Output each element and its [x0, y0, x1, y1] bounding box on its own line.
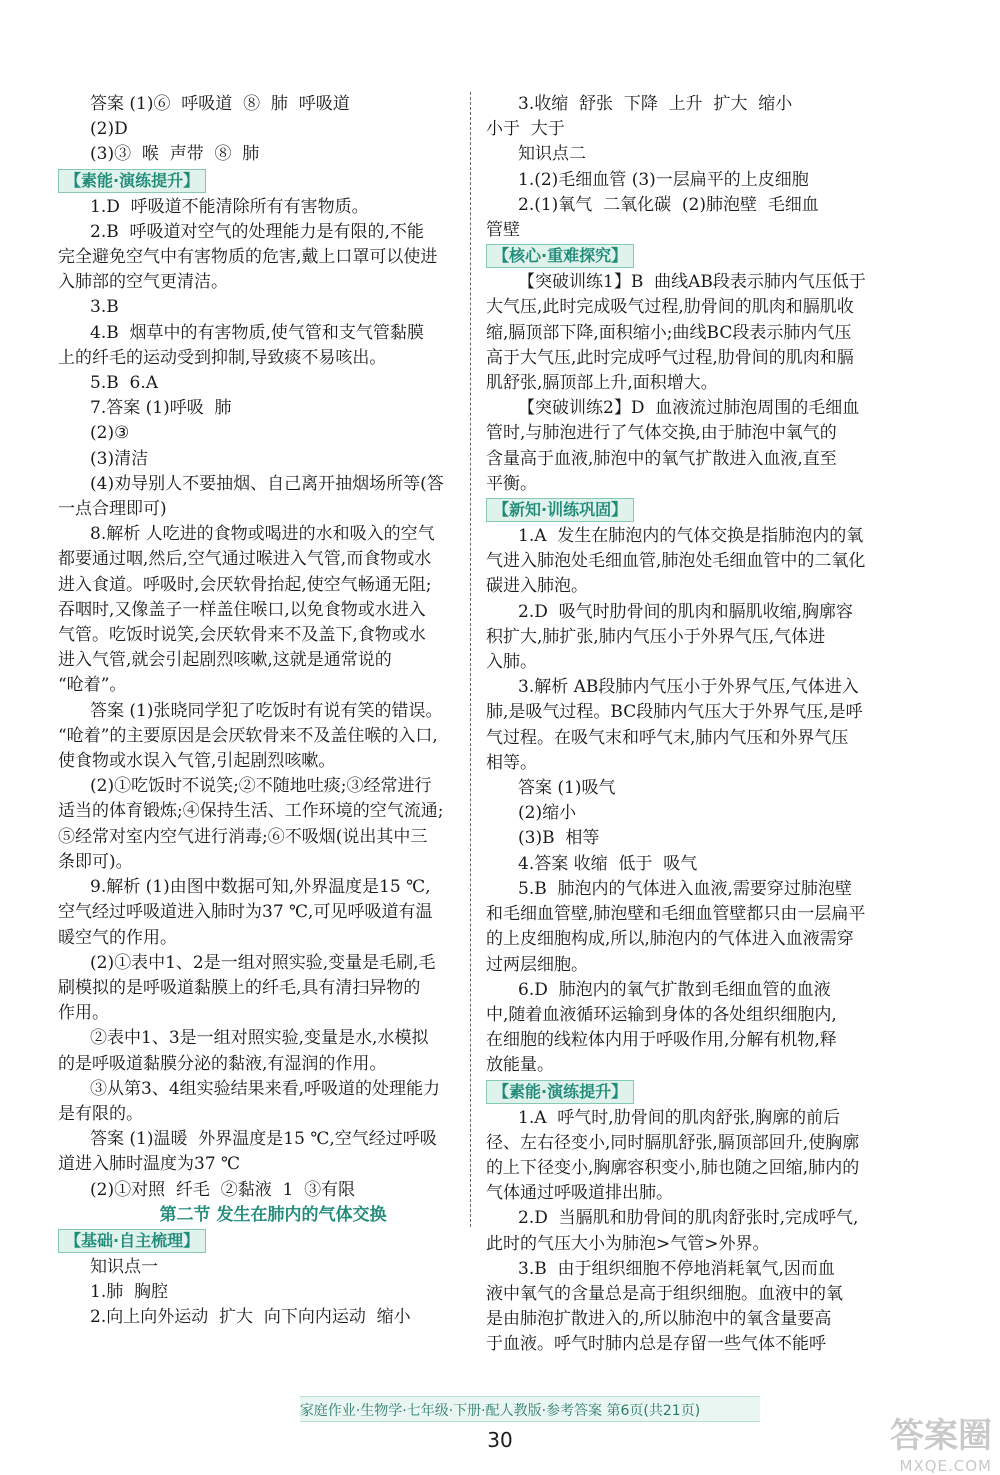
text-line: 完全避免空气中有害物质的危害,戴上口罩可以使进 — [58, 247, 438, 268]
section-header — [486, 1079, 916, 1106]
text-line: 答案 (1)吸气 — [518, 778, 616, 799]
text-line: 在细胞的线粒体内用于呼吸作用,分解有机物,释 — [486, 1030, 837, 1051]
text-line: 高于大气压,此时完成呼气过程,肋骨间的肌肉和膈 — [486, 347, 854, 368]
watermark-logo — [842, 1408, 992, 1475]
text-line: 适当的体育锻炼;④保持生活、工作环境的空气流通; — [58, 801, 444, 822]
text-line: ⑤经常对室内空气进行消毒;⑥不吸烟(说出其中三 — [58, 826, 428, 847]
text-line: 7.答案 (1)呼吸 肺 — [90, 398, 232, 419]
section-header — [58, 168, 488, 195]
text-line: 3.B — [90, 297, 119, 318]
text-line: 4.B 烟草中的有害物质,使气管和支气管黏膜 — [90, 322, 424, 343]
text-line: (2)D — [90, 119, 128, 140]
text-line: 道进入肺时温度为37 ℃ — [58, 1154, 241, 1175]
text-line: 平衡。 — [486, 473, 537, 494]
page-number: 30 — [487, 1428, 513, 1452]
text-line: 和毛细血管壁,肺泡壁和毛细血管壁都只由一层扁平 — [486, 904, 866, 925]
text-line: 缩,膈顶部下降,面积缩小;曲线BC段表示肺内气压 — [486, 322, 852, 343]
text-line: 气进入肺泡处毛细血管,肺泡处毛细血管中的二氧化 — [486, 551, 866, 572]
text-line: (3)③ 喉 声带 ⑧ 肺 — [90, 144, 260, 165]
text-line: 的是呼吸道黏膜分泌的黏液,有湿润的作用。 — [58, 1053, 387, 1074]
text-line: 2.B 呼吸道对空气的处理能力是有限的,不能 — [90, 221, 424, 242]
text-line: 是有限的。 — [58, 1103, 143, 1124]
text-line: 含量高于血液,肺泡中的氧气扩散进入血液,直至 — [486, 448, 837, 469]
section-header-label: 【素能·演练提升】 — [58, 169, 206, 193]
text-line: 答案 (1)温暖 外界温度是15 ℃,空气经过呼吸 — [90, 1129, 437, 1150]
text-line: 6.D 肺泡内的氧气扩散到毛细血管的血液 — [518, 979, 831, 1000]
left-column — [58, 92, 488, 1331]
text-line: 1.D 呼吸道不能清除所有有害物质。 — [90, 196, 369, 217]
text-line: 答案 (1)张晓同学犯了吃饭时有说有笑的错误。 — [90, 700, 443, 721]
text-line: 进入食道。呼吸时,会厌软骨抬起,使空气畅通无阻; — [58, 574, 432, 595]
text-line: 使食物或水误入气管,引起剧烈咳嗽。 — [58, 751, 336, 772]
text-line: 气体通过呼吸道排出肺。 — [486, 1183, 673, 1204]
text-line: 5.B 肺泡内的气体进入血液,需要穿过肺泡壁 — [518, 878, 852, 899]
text-line: “呛着”。 — [58, 675, 127, 696]
text-line: 刷模拟的是呼吸道黏膜上的纤毛,具有清扫异物的 — [58, 977, 421, 998]
section-header-label: 【基础·自主梳理】 — [58, 1229, 206, 1253]
text-line: 【突破训练2】D 血液流过肺泡周围的毛细血 — [518, 398, 860, 419]
text-line: “呛着”的主要原因是会厌软骨来不及盖住喉的入口, — [58, 725, 438, 746]
text-line: 2.向上向外运动 扩大 向下向内运动 缩小 — [90, 1307, 411, 1328]
text-line: 上的纤毛的运动受到抑制,导致痰不易咳出。 — [58, 347, 387, 368]
right-column — [486, 92, 916, 1358]
text-line: 知识点一 — [90, 1256, 158, 1277]
text-line: 入肺部的空气更清洁。 — [58, 272, 228, 293]
text-line: 空气经过呼吸道进入肺时为37 ℃,可见呼吸道有温 — [58, 902, 433, 923]
text-line: 1.A 呼气时,肋骨间的肌肉舒张,胸廓的前后 — [518, 1107, 841, 1128]
text-line: 2.(1)氧气 二氧化碳 (2)肺泡壁 毛细血 — [518, 194, 819, 215]
section-header-label: 【核心·重难探究】 — [486, 244, 634, 268]
section-header-label: 【新知·训练巩固】 — [486, 498, 634, 522]
text-line: 2.D 吸气时肋骨间的肌肉和膈肌收缩,胸廓容 — [518, 601, 854, 622]
text-line: 都要通过咽,然后,空气通过喉进入气管,而食物或水 — [58, 549, 432, 570]
text-line: 是由肺泡扩散进入的,所以肺泡中的氧含量要高 — [486, 1309, 832, 1330]
text-line: 4.答案 收缩 低于 吸气 — [518, 853, 698, 874]
text-line: 小于 大于 — [486, 119, 565, 140]
text-line: (2)①表中1、2是一组对照实验,变量是毛刷,毛 — [90, 952, 436, 973]
text-line: 作用。 — [58, 1003, 109, 1024]
page-footer: 家庭作业·生物学·七年级·下册·配人教版·参考答案 第6页(共21页) — [299, 1403, 701, 1419]
section-header — [486, 243, 916, 270]
text-line: 5.B 6.A — [90, 373, 159, 394]
text-line: 【突破训练1】B 曲线AB段表示肺内气压低于 — [518, 272, 866, 293]
text-line: 8.解析 人吃进的食物或喝进的水和吸入的空气 — [90, 524, 435, 545]
text-line: 中,随着血液循环运输到身体的各处组织细胞内, — [486, 1004, 837, 1025]
text-line: 大气压,此时完成吸气过程,肋骨间的肌肉和膈肌收 — [486, 297, 854, 318]
text-line: 3.收缩 舒张 下降 上升 扩大 缩小 — [518, 94, 793, 114]
text-line: 管时,与肺泡进行了气体交换,由于肺泡中氧气的 — [486, 423, 837, 444]
text-line: 管壁 — [486, 220, 520, 241]
text-line: 碳进入肺泡。 — [486, 576, 588, 597]
text-line: 径、左右径变小,同时膈肌舒张,膈顶部回升,使胸廓 — [486, 1132, 860, 1153]
text-line: 3.B 由于组织细胞不停地消耗氧气,因而血 — [518, 1258, 835, 1279]
text-line: 答案 (1)⑥ 呼吸道 ⑧ 肺 呼吸道 — [90, 94, 350, 114]
text-line: 放能量。 — [486, 1055, 554, 1076]
text-line: 气过程。在吸气末和呼气末,肺内气压和外界气压 — [486, 727, 849, 748]
text-line: 相等。 — [486, 752, 537, 773]
text-line: 9.解析 (1)由图中数据可知,外界温度是15 ℃, — [90, 877, 431, 898]
text-line: 肺,是吸气过程。BC段肺内气压大于外界气压,是呼 — [486, 702, 863, 723]
text-line: 进入气管,就会引起剧烈咳嗽,这就是通常说的 — [58, 650, 392, 671]
section-header — [58, 1228, 488, 1255]
text-line: ③从第3、4组实验结果来看,呼吸道的处理能力 — [90, 1078, 441, 1099]
text-line: (2)①对照 纤毛 ②黏液 1 ③有限 — [90, 1179, 356, 1200]
text-line: (4)劝导别人不要抽烟、自己离开抽烟场所等(答 — [90, 473, 444, 494]
text-line: (3)清洁 — [90, 448, 149, 469]
text-line: 暖空气的作用。 — [58, 927, 177, 948]
watermark-title: 答案圈 — [890, 1416, 992, 1456]
text-line: 1.(2)毛细血管 (3)一层扁平的上皮细胞 — [518, 169, 809, 190]
text-line: 积扩大,肺扩张,肺内气压小于外界气压,气体进 — [486, 626, 826, 647]
text-line: 知识点二 — [518, 144, 586, 165]
text-line: 此时的气压大小为肺泡>气管>外界。 — [486, 1233, 770, 1254]
text-line: (3)B 相等 — [518, 828, 600, 849]
text-line: (2)①吃饭时不说笑;②不随地吐痰;③经常进行 — [90, 776, 432, 797]
text-line: 气管。吃饭时说笑,会厌软骨来不及盖下,食物或水 — [58, 625, 426, 646]
watermark-url: MXQE.COM — [899, 1457, 992, 1475]
text-line: 过两层细胞。 — [486, 954, 588, 975]
text-line: 1.A 发生在肺泡内的气体交换是指肺泡内的氧 — [518, 526, 864, 547]
text-line: 肌舒张,膈顶部上升,面积增大。 — [486, 373, 718, 394]
section-header — [486, 497, 916, 524]
text-line: 条即可)。 — [58, 851, 133, 872]
section-header-label: 【素能·演练提升】 — [486, 1080, 634, 1104]
text-line: 的上皮细胞构成,所以,肺泡内的气体进入血液需穿 — [486, 929, 854, 950]
text-line: 液中氧气的含量总是高于组织细胞。血液中的氧 — [486, 1283, 843, 1304]
text-line: 3.解析 AB段肺内气压小于外界气压,气体进入 — [518, 677, 859, 698]
text-line: 2.D 当膈肌和肋骨间的肌肉舒张时,完成呼气, — [518, 1208, 859, 1229]
text-line: 吞咽时,又像盖子一样盖住喉口,以免食物或水进入 — [58, 599, 426, 620]
text-line: 于血液。呼气时肺内总是存留一些气体不能呼 — [486, 1334, 826, 1355]
text-line: 一点合理即可) — [58, 499, 167, 520]
text-line: (2)③ — [90, 423, 130, 444]
text-line: 的上下径变小,胸廓容积变小,肺也随之回缩,肺内的 — [486, 1157, 860, 1178]
text-line: 入肺。 — [486, 652, 537, 673]
text-line: 1.肺 胸腔 — [90, 1282, 169, 1303]
section-title: 第二节 发生在肺内的气体交换 — [159, 1204, 387, 1225]
text-line: ②表中1、3是一组对照实验,变量是水,水模拟 — [90, 1028, 429, 1049]
text-line: (2)缩小 — [518, 803, 577, 824]
